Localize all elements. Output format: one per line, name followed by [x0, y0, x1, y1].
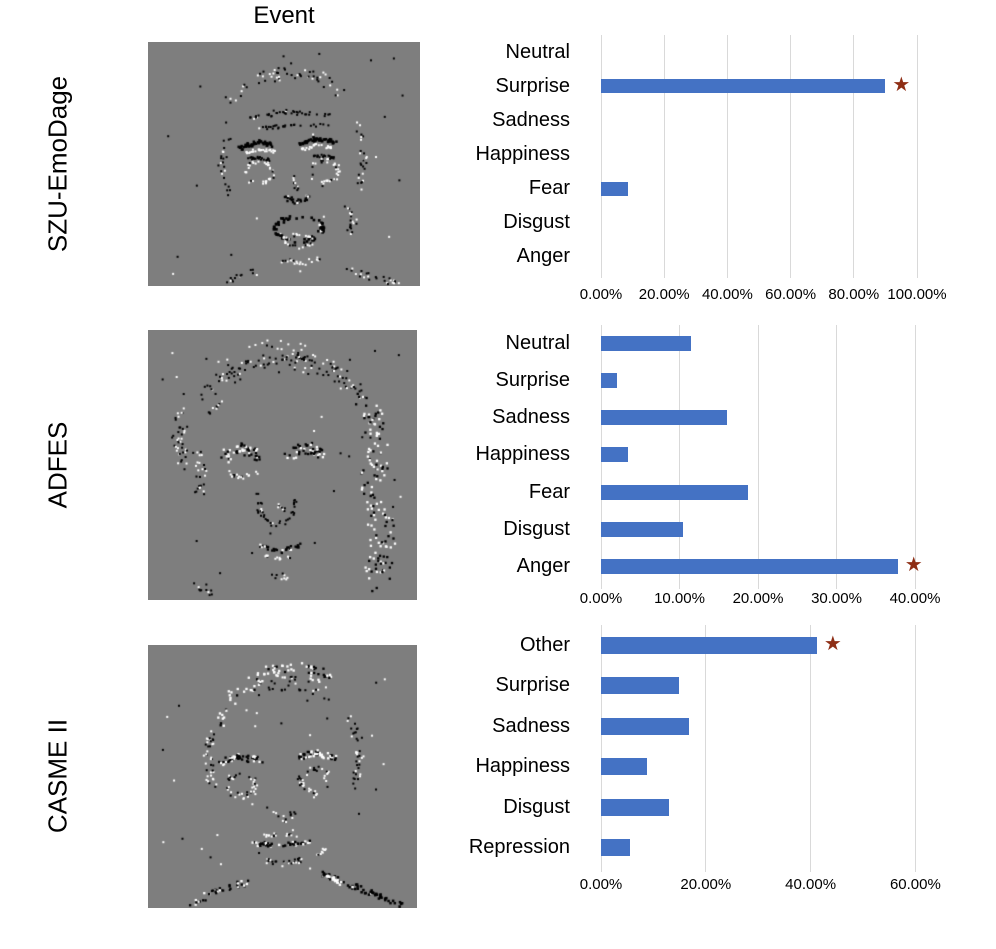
- x-axis-tick-label: 20.00%: [680, 876, 732, 893]
- x-axis-tick-label: 0.00%: [579, 286, 623, 303]
- bar-surprise: [601, 79, 885, 93]
- bar-disgust: [601, 799, 669, 816]
- x-axis-tick-label: 0.00%: [579, 590, 623, 607]
- x-axis-tick-label: 60.00%: [765, 286, 817, 303]
- bar-row-anger: [601, 240, 957, 274]
- category-label-sadness: Sadness: [492, 406, 570, 429]
- bar-row-happiness: [601, 436, 957, 473]
- bar-row-surprise: [601, 69, 957, 103]
- star-marker: ★: [892, 74, 911, 97]
- category-label-disgust: Disgust: [503, 211, 570, 234]
- bar-row-other: [601, 625, 957, 666]
- category-label-anger: Anger: [516, 554, 570, 577]
- bar-row-surprise: [601, 362, 957, 399]
- bar-happiness: [601, 447, 628, 462]
- bar-fear: [601, 485, 748, 500]
- plot-area: [601, 35, 957, 274]
- category-label-sadness: Sadness: [492, 108, 570, 131]
- x-axis-tick-label: 40.00%: [889, 590, 941, 607]
- category-label-sadness: Sadness: [492, 714, 570, 737]
- bar-chart-adfes: [460, 322, 957, 620]
- x-axis-tick-label: 20.00%: [732, 590, 784, 607]
- star-marker: ★: [904, 554, 923, 577]
- bar-repression: [601, 839, 630, 856]
- bar-row-disgust: [601, 787, 957, 828]
- row-label-szu-emodage: SZU-EmoDage: [42, 75, 73, 253]
- bar-row-neutral: [601, 325, 957, 362]
- event-image-casme-ii: [148, 645, 417, 908]
- category-label-disgust: Disgust: [503, 795, 570, 818]
- x-axis-tick-label: 80.00%: [828, 286, 880, 303]
- x-axis-tick-label: 30.00%: [811, 590, 862, 607]
- category-label-repression: Repression: [468, 836, 570, 859]
- bar-row-sadness: [601, 706, 957, 747]
- bar-anger: [601, 559, 898, 574]
- bar-fear: [601, 182, 628, 196]
- star-marker: ★: [823, 633, 842, 656]
- event-image-szu-emodage: [148, 42, 420, 286]
- bar-row-neutral: [601, 35, 957, 69]
- bar-row-sadness: [601, 103, 957, 137]
- row-label-adfes: ADFES: [42, 421, 73, 509]
- category-label-surprise: Surprise: [495, 369, 570, 392]
- bar-sadness: [601, 410, 727, 425]
- category-label-surprise: Surprise: [495, 674, 570, 697]
- bar-happiness: [601, 758, 647, 775]
- x-axis-tick-label: 40.00%: [701, 286, 753, 303]
- category-label-happiness: Happiness: [475, 142, 570, 165]
- category-label-fear: Fear: [528, 480, 570, 503]
- bar-row-sadness: [601, 399, 957, 436]
- bar-row-disgust: [601, 206, 957, 240]
- x-axis-tick-label: 20.00%: [638, 286, 690, 303]
- plot-area: [601, 325, 957, 585]
- bar-row-happiness: [601, 747, 957, 788]
- plot-area: [601, 625, 957, 868]
- x-axis-tick-label: 60.00%: [889, 876, 941, 893]
- bar-row-disgust: [601, 511, 957, 548]
- category-label-happiness: Happiness: [475, 755, 570, 778]
- bar-row-anger: [601, 548, 957, 585]
- category-label-fear: Fear: [528, 177, 570, 200]
- category-label-anger: Anger: [516, 245, 570, 268]
- bar-row-repression: [601, 828, 957, 869]
- category-label-surprise: Surprise: [495, 74, 570, 97]
- x-axis-tick-label: 40.00%: [785, 876, 837, 893]
- bar-other: [601, 637, 817, 654]
- bar-row-fear: [601, 172, 957, 206]
- category-label-other: Other: [519, 633, 570, 656]
- bar-chart-casme-ii: [460, 622, 957, 906]
- bar-chart-szu-emodage: [460, 30, 957, 316]
- bar-disgust: [601, 522, 683, 537]
- category-label-happiness: Happiness: [475, 443, 570, 466]
- x-axis-tick-label: 10.00%: [654, 590, 705, 607]
- event-image-adfes: [148, 330, 417, 600]
- category-label-neutral: Neutral: [505, 332, 570, 355]
- category-label-neutral: Neutral: [505, 40, 570, 63]
- bar-row-fear: [601, 474, 957, 511]
- bar-row-happiness: [601, 137, 957, 171]
- bar-surprise: [601, 373, 617, 388]
- bar-neutral: [601, 336, 691, 351]
- column-title-event: Event: [253, 2, 315, 29]
- category-label-disgust: Disgust: [503, 517, 570, 540]
- bar-sadness: [601, 718, 689, 735]
- x-axis-tick-label: 0.00%: [579, 876, 623, 893]
- x-axis-tick-label: 100.00%: [887, 286, 947, 303]
- bar-row-surprise: [601, 666, 957, 707]
- row-label-casme-ii: CASME II: [42, 718, 73, 834]
- bar-surprise: [601, 677, 679, 694]
